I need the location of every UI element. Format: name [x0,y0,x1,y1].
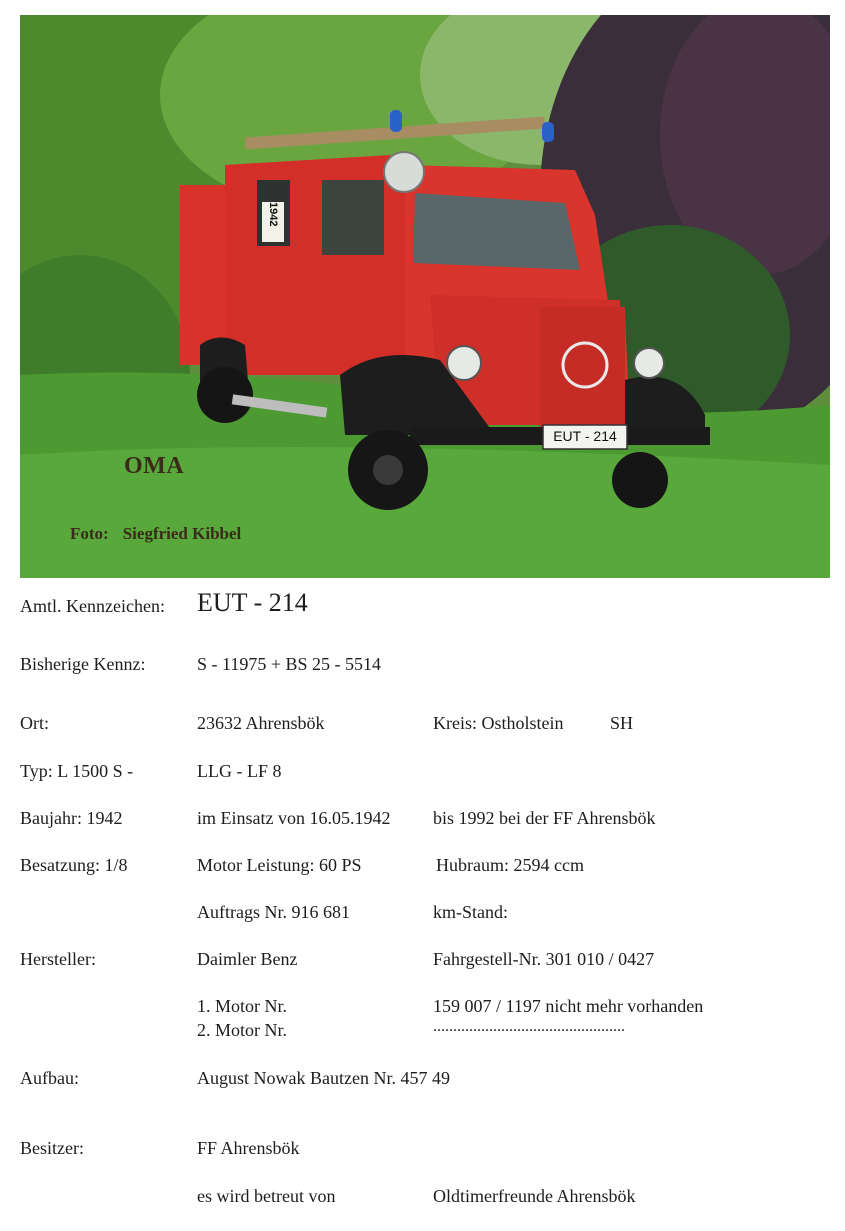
photo-title: OMA [124,453,185,479]
photo-credit [70,524,255,544]
einsatz-value: im Einsatz von 16.05.1942 [197,808,391,828]
fire-truck-illustration [20,15,830,578]
betreut-label: es wird betreut von [197,1186,336,1206]
motor2-value: ................................................ [433,1018,625,1035]
bisherige-label: Bisherige Kennz: [20,654,146,674]
hersteller-value: Daimler Benz [197,949,298,969]
typ-value: LLG - LF 8 [197,761,282,781]
bis-value: bis 1992 bei der FF Ahrensbök [433,808,656,828]
motor2-label: 2. Motor Nr. [197,1020,287,1040]
aufbau-label: Aufbau: [20,1068,79,1088]
door-sign-text: 1942 [267,202,279,227]
baujahr-label: Baujahr: 1942 [20,808,123,828]
besitzer-value: FF Ahrensbök [197,1138,300,1158]
photo-credit-name: Siegfried Kibbel [122,524,242,543]
bisherige-value: S - 11975 + BS 25 - 5514 [197,654,381,674]
license-plate: EUT - 214 [553,428,617,444]
besatzung-label: Besatzung: 1/8 [20,855,128,875]
motor1-value: 159 007 / 1197 nicht mehr vorhanden [433,996,704,1016]
aufbau-value: August Nowak Bautzen Nr. 457 49 [197,1068,450,1088]
vehicle-photo [20,15,830,578]
motor1-label: 1. Motor Nr. [197,996,287,1016]
besitzer-label: Besitzer: [20,1138,84,1158]
photo-credit-label: Foto: [70,524,109,543]
km-stand-value: km-Stand: [433,902,508,922]
kennzeichen-label: Amtl. Kennzeichen: [20,596,165,616]
motor-leistung-value: Motor Leistung: 60 PS [197,855,362,875]
kennzeichen-value: EUT - 214 [197,588,308,617]
auftrag-value: Auftrags Nr. 916 681 [197,902,350,922]
hersteller-label: Hersteller: [20,949,96,969]
hubraum-value: Hubraum: 2594 ccm [436,855,584,875]
typ-label: Typ: L 1500 S - [20,761,134,781]
land-value: SH [610,713,634,733]
kreis-value: Kreis: Ostholstein [433,713,564,733]
ort-value: 23632 Ahrensbök [197,713,325,733]
ort-label: Ort: [20,713,49,733]
fahrgestell-value: Fahrgestell-Nr. 301 010 / 0427 [433,949,655,969]
betreut-value: Oldtimerfreunde Ahrensbök [433,1186,636,1206]
